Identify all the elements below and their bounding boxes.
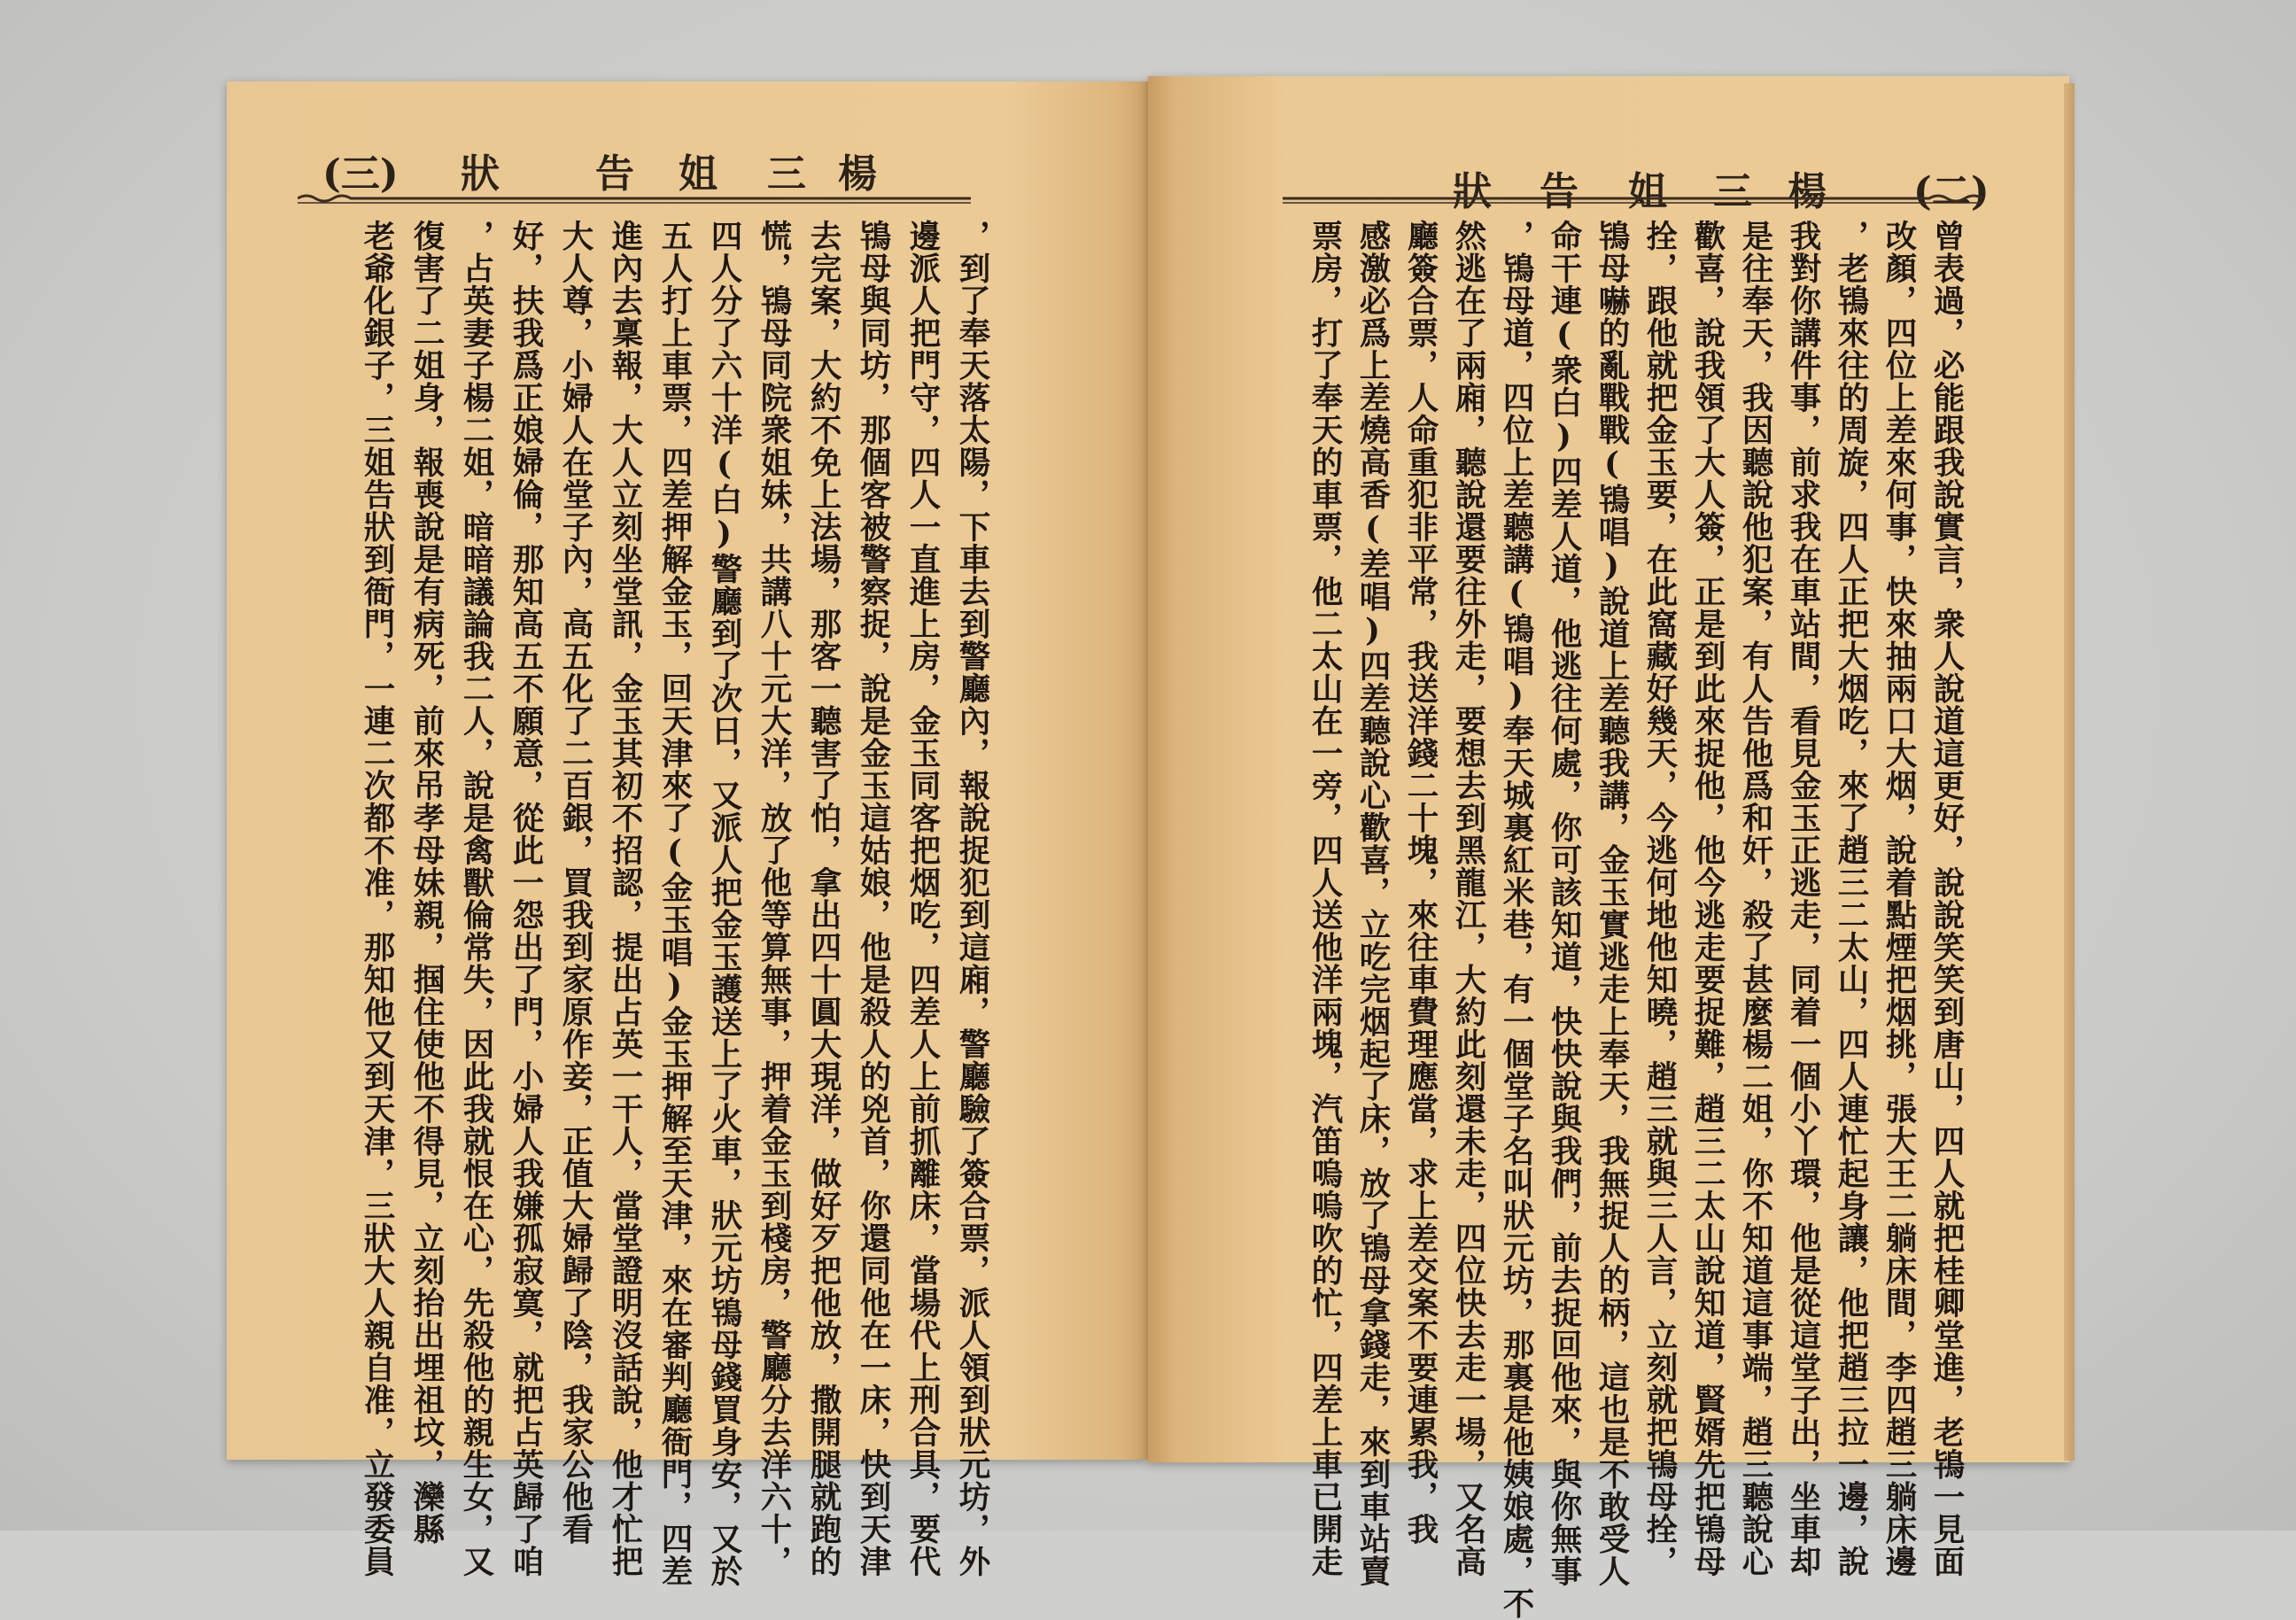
right-column-9: 命干連(衆白)四差人道，他逃往何處，你可該知道，快快說與我們，前去捉回他來，與你無事 — [1546, 220, 1582, 1587]
right-column-5: 是往奉天，我因聽說他犯案，有人告他爲和奸，殺了甚麼楊二姐，你不知道這事端，趙三聽說心 — [1737, 220, 1773, 1577]
left-column-9: 大人尊，小婦人在堂子內，高五化了二百銀，買我到家原作妾，正值大婦歸了陰，我家公他看 — [557, 220, 593, 1546]
left-column-4: 去完案，大約不免上法場，那客一聽害了怕，拿出四十圓大現洋，做好歹把他放，撒開腿就跑的 — [805, 220, 842, 1577]
right-column-8: 鴇母嚇的亂戰戰(鴇唱)說道上差聽我講，金玉實逃走上奉天，我無捉人的柄，這也是不敢受人 — [1594, 220, 1630, 1587]
right-column-7: 拴，跟他就把金玉要，在此窩藏好幾天，今逃何地他知曉，趙三就與三人言，立刻就把鴇母拴， — [1641, 220, 1678, 1577]
right-column-4: 我對你講件事，前求我在車站間，看見金玉正逃走，同着一個小丫環，他是從這堂子出，坐車却 — [1785, 220, 1821, 1577]
left-column-7: 五人打上車票，四差押解金玉，回天津來了(金玉唱)金玉押解至天津，來在審判廳衙門，四差 — [656, 220, 693, 1587]
left-column-5: 慌，鴇母同院衆姐妹，共講八十元大洋，放了他等算無事，押着金玉到棧房，警廳分去洋六十， — [756, 220, 792, 1577]
left-page-number: (三) — [322, 151, 399, 197]
left-title-char-3: 姐 — [679, 151, 718, 197]
right-column-14: 票房，打了奉天的車票，他二太山在一旁，四人送他洋兩塊，汽笛嗚嗚吹的忙，四差上車已開走 — [1307, 220, 1343, 1577]
left-column-10: 好，扶我爲正娘婦倫，那知高五不願意，從此一怨出了門，小婦人我嫌孤寂寞，就把占英歸了咱 — [508, 220, 544, 1577]
right-title-char-3: 姐 — [1628, 169, 1667, 214]
right-column-13: 感激必爲上差燒高香(差唱)四差聽說心歡喜，立吃完烟起了床，放了鴇母拿錢走，來到車站賣 — [1354, 220, 1391, 1587]
left-title-char-1: 狀 — [461, 151, 500, 197]
right-column-1: 曾表過，必能跟我說實言，衆人說道這更好，說說笑笑到唐山，四人就把桂卿堂進，老鴇一見面 — [1928, 220, 1965, 1577]
left-title-char-5: 楊 — [838, 151, 877, 197]
left-title-char-2: 告 — [595, 151, 634, 197]
right-column-11: 然逃在了兩廂，聽說還要往外走，要想去到黑龍江，大約此刻還未走，四位快去走一場，又名高 — [1450, 220, 1486, 1577]
left-column-8: 進內去稟報，大人立刻坐堂訊，金玉其初不招認，提出占英一干人，當堂證明沒話說，他才忙把 — [607, 220, 643, 1577]
left-column-11: ，占英妻子楊二姐，暗暗議論我二人，說是禽獸倫常失，因此我就恨在心，先殺他的親生女，又 — [458, 220, 494, 1577]
right-title-char-1: 楊 — [1788, 169, 1827, 214]
right-column-12: 廳簽合票，人命重犯非平常，我送洋錢二十塊，來往車費理應當，求上差交案不要連累我，我 — [1402, 220, 1439, 1546]
right-title-char-2: 三 — [1713, 169, 1752, 214]
left-column-12: 復害了二姐身，報喪說是有病死，前來吊孝母妹親，掴住使他不得見，立刻抬出埋祖坟，灤縣 — [408, 220, 445, 1546]
right-column-6: 歡喜，說我領了大人簽，正是到此來捉他，他今逃走要捉難，趙三二太山說知道，賢婿先把鴇母 — [1689, 220, 1726, 1577]
left-title-char-4: 三 — [767, 151, 806, 197]
right-title-char-4: 告 — [1540, 169, 1578, 214]
right-title-char-5: 狀 — [1453, 169, 1492, 214]
left-column-6: 四人分了六十洋(白)警廳到了次日，又派人把金玉護送上了火車，狀元坊鴇母錢買身安，又於 — [706, 220, 742, 1587]
left-header-rule — [298, 193, 971, 207]
left-column-13: 老爺化銀子，三姐告狀到衙門，一連二次都不准，那知他又到天津，三狀大人親自准，立發委員 — [359, 220, 395, 1577]
left-column-3: 鴇母與同坊，那個客被警察捉，說是金玉這姑娘，他是殺人的兇首，你還同他在一床，快到天津 — [855, 220, 891, 1577]
right-page-number: (二) — [1913, 169, 1990, 214]
right-column-2: 改顏，四位上差來何事，快來抽兩口大烟，說着點煙把烟挑，張大王二躺床間，李四趙三躺床邊 — [1881, 220, 1917, 1577]
right-column-10: ，鴇母道，四位上差聽講(鴇唱)奉天城裏紅米巷，有一個堂子名叫狀元坊，那裏是他姨娘處，不 — [1498, 220, 1534, 1620]
right-column-3: ，老鴇來往的周旋，四人正把大烟吃，來了趙三二太山，四人連忙起身讓，他把趙三拉一邊，說 — [1833, 220, 1869, 1577]
left-column-1: ，到了奉天落太陽，下車去到警廳內，報說捉犯到這廂，警廳驗了簽合票，派人領到狀元坊，外 — [954, 220, 990, 1577]
page-stack-edge — [2064, 83, 2075, 1461]
right-header-rule — [1283, 193, 1982, 207]
left-column-2: 邊派人把門守，四人一直進上房，金玉同客把烟吃，四差人上前抓離床，當場代上刑合具，要代 — [904, 220, 941, 1577]
